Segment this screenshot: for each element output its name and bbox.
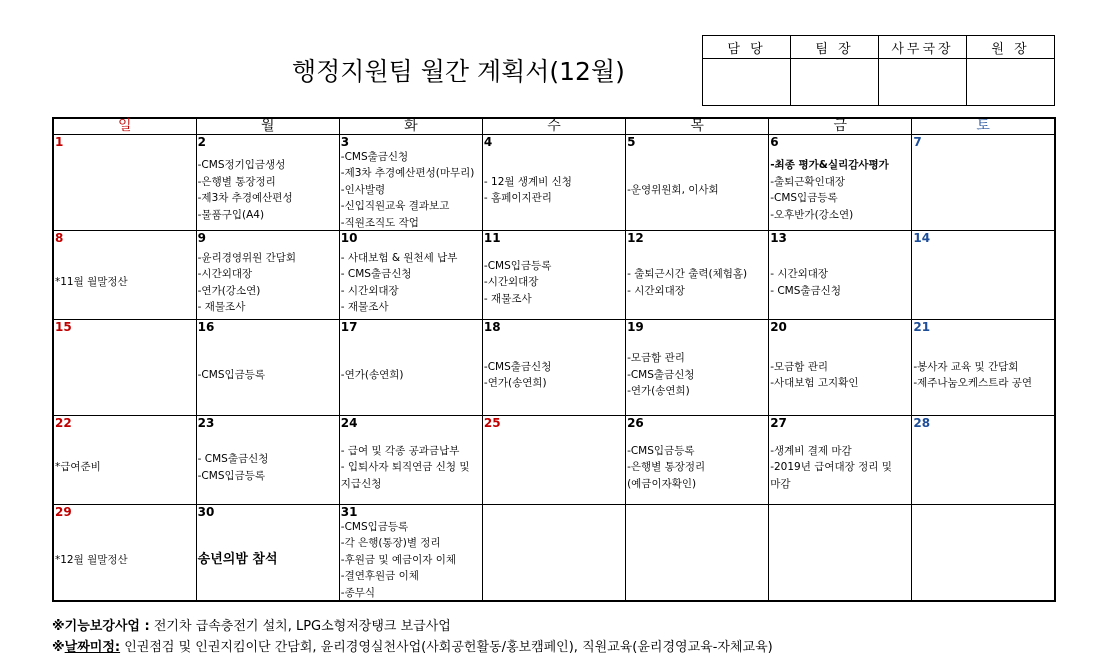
note-label-1: ※기능보강사업 : — [52, 619, 150, 634]
week-row — [53, 320, 1055, 416]
event-item: - CMS출금신청 — [340, 268, 412, 280]
event-item: - 시간외대장 — [340, 284, 399, 297]
weekday-thu: 목 — [626, 118, 769, 135]
day-events — [484, 431, 623, 504]
day-events — [55, 520, 194, 600]
page-title: 행정지원팀 월간 계획서(12월) — [292, 57, 625, 86]
day-cell — [339, 320, 482, 416]
note-text-1: 전기차 급속충전기 설치, LPG소형저장탱크 보급사업 — [149, 619, 451, 634]
day-number: 5 — [627, 135, 636, 149]
event-item: -2019년 급여대장 정리 및 마감 — [770, 461, 892, 490]
day-events — [198, 150, 337, 230]
approval-header-staff: 담 당 — [703, 36, 791, 59]
event-item: -CMS입금등록 — [627, 444, 695, 457]
note-line-2 — [52, 637, 773, 658]
event-item: 송년의밤 참석 — [197, 551, 278, 567]
day-cell — [769, 416, 912, 505]
weekday-wed: 수 — [482, 118, 625, 135]
day-events — [341, 150, 480, 230]
day-events — [627, 431, 766, 504]
day-number: 29 — [55, 505, 72, 519]
event-item: -모금함 관리 — [627, 352, 685, 365]
event-item: -사대보험 고지확인 — [770, 377, 859, 389]
week-row — [53, 505, 1055, 602]
event-item: -CMS출금신청 — [483, 360, 552, 373]
event-item: - 출퇴근시간 출력(체험홈) — [627, 268, 748, 280]
event-item: -CMS입금등록 — [770, 192, 838, 204]
day-number: 15 — [55, 320, 72, 334]
day-cell — [482, 320, 625, 416]
event-item: -결연후원금 이체 — [340, 570, 419, 583]
day-cell — [53, 416, 196, 505]
day-number: 11 — [483, 231, 501, 245]
event-item: -봉사자 교육 및 간담회 — [913, 360, 1019, 373]
day-cell — [626, 231, 769, 320]
day-events — [55, 246, 194, 319]
event-item: -CMS입금등록 — [197, 368, 266, 381]
day-number: 7 — [913, 135, 922, 149]
day-number: 30 — [197, 505, 215, 519]
event-item: (예금이자확인) — [627, 477, 697, 490]
event-item: *급여준비 — [55, 461, 101, 474]
event-item: -CMS정기입금생성 — [197, 159, 286, 171]
day-cell — [482, 231, 625, 320]
day-number: 19 — [627, 320, 644, 334]
day-events — [627, 335, 766, 415]
weekday-sat: 토 — [912, 118, 1055, 135]
event-item: - 급여 및 각종 공과금납부 — [340, 444, 460, 457]
day-number: 20 — [770, 320, 787, 334]
event-item: -운영위원회, 이사회 — [627, 183, 719, 196]
day-events — [627, 246, 766, 319]
day-number: 9 — [197, 231, 206, 245]
event-item: -출퇴근확인대장 — [770, 175, 845, 188]
day-events — [55, 335, 194, 415]
note-label-2: 날짜미정: — [64, 640, 121, 655]
approval-sign-secretary-general — [879, 59, 967, 106]
day-number: 1 — [55, 135, 64, 149]
event-item: -CMS출금신청 — [627, 368, 695, 381]
event-item: -윤리경영위원 간담회 — [197, 251, 297, 264]
day-cell — [53, 231, 196, 320]
day-cell — [769, 231, 912, 320]
event-item: -신입직원교육 결과보고 — [340, 200, 450, 213]
approval-header-secretary-general: 사무국장 — [879, 36, 967, 59]
day-cell — [339, 231, 482, 320]
day-events — [341, 520, 480, 600]
day-number: 8 — [55, 231, 64, 245]
day-number: 21 — [913, 320, 931, 334]
day-cell — [196, 231, 339, 320]
day-cell — [769, 320, 912, 416]
event-item: -종무식 — [340, 586, 375, 599]
day-number: 26 — [627, 416, 644, 430]
day-events — [913, 246, 1052, 319]
day-cell — [482, 416, 625, 505]
event-item: -연가(송연희) — [340, 368, 404, 381]
event-item: -오후반가(강소연) — [770, 208, 854, 221]
event-item: -시간외대장 — [483, 276, 539, 289]
day-number: 13 — [770, 231, 787, 245]
week-row — [53, 416, 1055, 505]
day-number: 10 — [340, 231, 358, 245]
event-item: - 재물조사 — [197, 301, 246, 313]
event-item: -CMS입금등록 — [340, 520, 409, 533]
day-cell — [53, 505, 196, 602]
event-item: -직원조직도 작업 — [340, 216, 419, 229]
day-events — [198, 431, 337, 504]
day-events — [484, 335, 623, 415]
notes — [52, 616, 773, 658]
event-item: -물품구입(A4) — [197, 208, 265, 221]
event-item: -제3차 추경예산편성 — [197, 192, 293, 204]
day-events — [913, 520, 1052, 600]
event-item: - 재물조사 — [483, 292, 532, 305]
day-events — [770, 246, 909, 319]
weekday-tue: 화 — [339, 118, 482, 135]
day-events — [341, 246, 480, 319]
event-item: -CMS입금등록 — [197, 469, 266, 482]
day-cell — [912, 416, 1055, 505]
day-cell — [912, 231, 1055, 320]
event-item: -CMS입금등록 — [483, 259, 552, 272]
day-cell — [626, 416, 769, 505]
day-number: 18 — [483, 320, 501, 334]
event-item: -제주나눔오케스트라 공연 — [913, 377, 1033, 389]
day-events — [627, 520, 766, 600]
weekday-mon: 월 — [196, 118, 339, 135]
day-cell — [626, 135, 769, 231]
note-text-2: 인권점검 및 인권지킴이단 간담회, 윤리경영실천사업(사회공헌활동/홍보캠페인), 직원교육(윤리경영교육-자체교육) — [120, 640, 773, 655]
event-item: -은행별 통장정리 — [197, 175, 276, 188]
event-item: - 사대보험 & 원천세 납부 — [340, 251, 458, 264]
day-events — [913, 431, 1052, 504]
event-item: - 12월 생계비 신청 — [483, 175, 572, 188]
day-events — [913, 150, 1052, 230]
day-number: 14 — [913, 231, 931, 245]
note-prefix-2: ※ — [52, 640, 65, 655]
event-item: - 재물조사 — [340, 301, 389, 313]
weekday-fri: 금 — [769, 118, 912, 135]
day-events — [198, 246, 337, 319]
day-events — [770, 150, 909, 230]
day-number: 24 — [340, 416, 358, 430]
week-row — [53, 231, 1055, 320]
event-item: -각 은행(통장)별 정리 — [340, 537, 441, 550]
day-events — [55, 150, 194, 230]
day-number: 22 — [55, 416, 72, 430]
calendar-table — [52, 117, 1056, 602]
day-number: 4 — [483, 135, 493, 149]
event-item: *11월 월말정산 — [55, 276, 128, 289]
day-events — [770, 520, 909, 600]
day-cell — [912, 135, 1055, 231]
approval-header-team-lead: 팀 장 — [791, 36, 879, 59]
week-row — [53, 135, 1055, 231]
day-cell — [53, 320, 196, 416]
day-cell — [626, 505, 769, 602]
day-cell — [912, 505, 1055, 602]
approval-sign-director — [967, 59, 1055, 106]
day-cell — [196, 320, 339, 416]
day-events — [770, 335, 909, 415]
day-number: 6 — [770, 135, 779, 149]
day-number: 27 — [770, 416, 787, 430]
day-cell — [482, 505, 625, 602]
day-events — [341, 431, 480, 504]
day-events — [627, 150, 766, 230]
event-item: - 시간외대장 — [770, 268, 829, 280]
approval-header-director: 원 장 — [967, 36, 1055, 59]
day-number: 28 — [913, 416, 931, 430]
day-cell — [912, 320, 1055, 416]
event-item: - 입퇴사자 퇴직연금 신청 및 지급신청 — [340, 461, 470, 490]
day-number: 25 — [483, 416, 501, 430]
day-number: 2 — [197, 135, 206, 149]
approval-sign-team-lead — [791, 59, 879, 106]
day-events — [198, 335, 337, 415]
event-item: -시간외대장 — [197, 268, 253, 280]
day-cell — [196, 505, 339, 602]
event-item: -제3차 추경예산편성(마무리) — [340, 167, 475, 180]
calendar-body — [53, 135, 1055, 602]
approval-sign-staff — [703, 59, 791, 106]
event-item: -연가(송연희) — [483, 377, 547, 389]
event-item: - 홈페이지관리 — [483, 192, 552, 204]
event-item: -최종 평가&실리감사평가 — [770, 159, 889, 171]
approval-table — [702, 35, 1055, 106]
day-cell — [626, 320, 769, 416]
day-number: 3 — [340, 135, 350, 149]
day-cell — [482, 135, 625, 231]
day-cell — [339, 505, 482, 602]
day-events — [484, 520, 623, 600]
day-number: 31 — [340, 505, 358, 519]
day-events — [484, 150, 623, 230]
day-events — [198, 520, 337, 600]
weekday-header-row — [53, 118, 1055, 135]
event-item: *12월 월말정산 — [55, 553, 128, 566]
event-item: - 시간외대장 — [627, 284, 685, 297]
day-number: 23 — [197, 416, 215, 430]
day-events — [913, 335, 1052, 415]
weekday-sun: 일 — [53, 118, 196, 135]
day-number: 16 — [197, 320, 215, 334]
day-cell — [196, 135, 339, 231]
event-item: -모금함 관리 — [770, 360, 829, 373]
event-item: -연가(강소연) — [197, 284, 261, 297]
event-item: -은행별 통장정리 — [627, 461, 706, 474]
event-item: -CMS출금신청 — [340, 150, 409, 163]
event-item: -인사발령 — [340, 183, 386, 196]
day-number: 17 — [340, 320, 358, 334]
event-item: -연가(송연희) — [627, 385, 690, 398]
day-events — [484, 246, 623, 319]
day-cell — [769, 505, 912, 602]
day-events — [341, 335, 480, 415]
day-events — [770, 431, 909, 504]
note-line-1 — [52, 616, 773, 637]
day-cell — [339, 416, 482, 505]
day-cell — [339, 135, 482, 231]
event-item: - CMS출금신청 — [770, 284, 841, 297]
event-item: -후원금 및 예금이자 이체 — [340, 553, 457, 566]
event-item: -생계비 결제 마감 — [770, 444, 852, 457]
day-cell — [53, 135, 196, 231]
day-cell — [769, 135, 912, 231]
day-events — [55, 431, 194, 504]
day-cell — [196, 416, 339, 505]
event-item: - CMS출금신청 — [197, 453, 269, 465]
day-number: 12 — [627, 231, 644, 245]
